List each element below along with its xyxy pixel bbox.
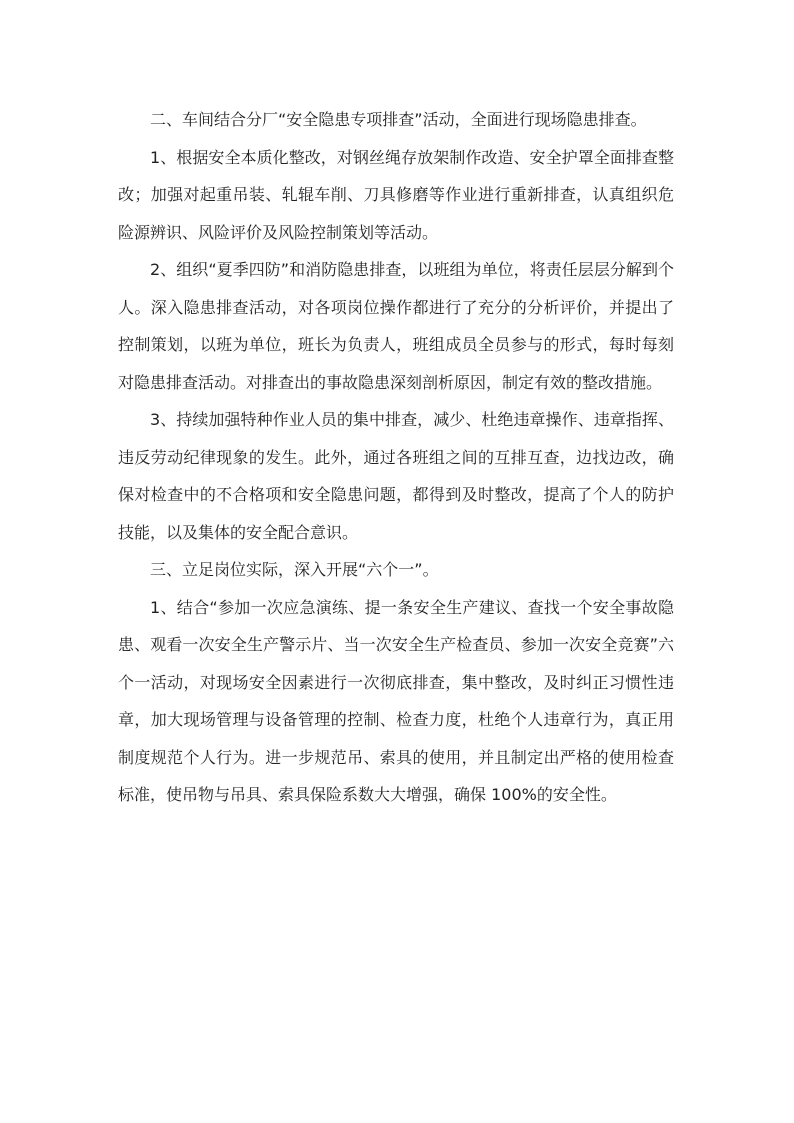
section-heading-three: 三、立足岗位实际，深入开展“六个一”。 [150,560,439,579]
paragraph-item-1-section-three: 1、结合“参加一次应急演练、提一条安全生产建议、查找一个安全事故隐患、观看一次安全生产警示片、当一次安全生产检查员、参加一次安全竞赛”六个一活动，对现场安全因素进行一次彻底排查，集中整改，及时纠正习惯性违章，加大现场管理与设备管理的控制、检查力度，杜绝个人违章行为，真正用制度规范个人行为。进一步规范吊、索具的使用，并且制定出严格的使用检查标准，使吊物与吊具、索具保险系数大大增强，确保 100%的安全性。 [118,597,674,804]
paragraph-item-2: 2、组织“夏季四防”和消防隐患排查，以班组为单位，将责任层层分解到个人。深入隐患排查活动，对各项岗位操作都进行了充分的分析评价，并提出了控制策划，以班为单位，班长为负责人，班组成员全员参与的形式，每时每刻对隐患排查活动。对排查出的事故隐患深刻剖析原因，制定有效的整改措施。 [118,260,674,392]
section-heading-two: 二、车间结合分厂“安全隐患专项排查”活动，全面进行现场隐患排查。 [150,110,647,129]
paragraph-item-1: 1、根据安全本质化整改，对钢丝绳存放架制作改造、安全护罩全面排查整改；加强对起重吊装、轧辊车削、刀具修磨等作业进行重新排查，认真组织危险源辨识、风险评价及风险控制策划等活动。 [118,147,674,242]
document-body [118,101,674,814]
paragraph-item-3: 3、持续加强特种作业人员的集中排查，减少、杜绝违章操作、违章指挥、违反劳动纪律现象的发生。此外，通过各班组之间的互排互查，边找边改，确保对检查中的不合格项和安全隐患问题，都得到及时整改，提高了个人的防护技能，以及集体的安全配合意识。 [118,410,674,542]
